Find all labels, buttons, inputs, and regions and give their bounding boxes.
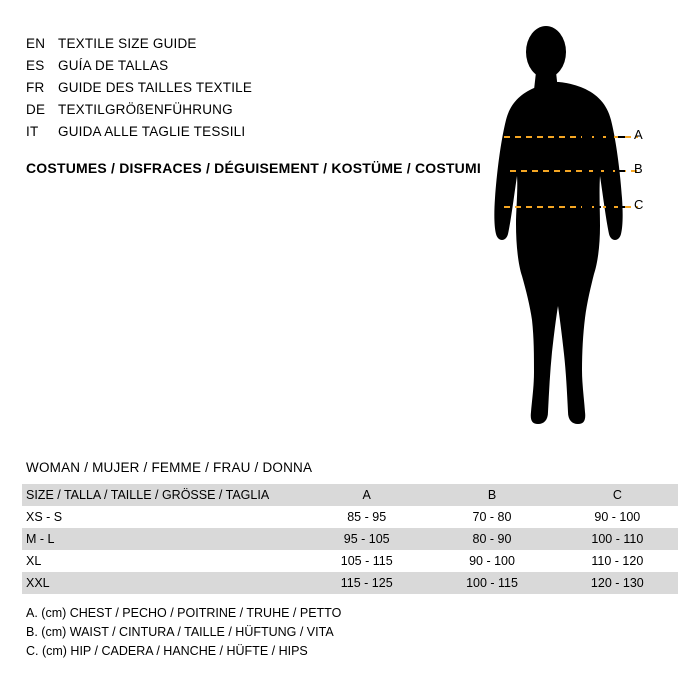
cell-size: M - L bbox=[22, 528, 302, 550]
language-row-fr bbox=[26, 80, 456, 102]
language-text-en: TEXTILE SIZE GUIDE bbox=[58, 36, 197, 51]
legend-line-c: C. (cm) HIP / CADERA / HANCHE / HÜFTE / HIPS bbox=[26, 644, 308, 658]
cell-size: XXL bbox=[22, 572, 302, 594]
table-header-c: C bbox=[553, 484, 678, 506]
costumes-headline: COSTUMES / DISFRACES / DÉGUISEMENT / KOSTÜME / COSTUMI bbox=[26, 160, 481, 176]
language-code-fr: FR bbox=[26, 80, 45, 95]
table-header-a: A bbox=[302, 484, 427, 506]
language-code-de: DE bbox=[26, 102, 46, 117]
language-text-it: GUIDA ALLE TAGLIE TESSILI bbox=[58, 124, 246, 139]
size-table bbox=[22, 484, 678, 594]
table-row bbox=[22, 528, 678, 550]
cell-c: 100 - 110 bbox=[553, 528, 678, 550]
cell-a: 85 - 95 bbox=[302, 506, 427, 528]
language-row-de bbox=[26, 102, 456, 124]
cell-b: 70 - 80 bbox=[427, 506, 552, 528]
cell-size: XS - S bbox=[22, 506, 302, 528]
cell-a: 105 - 115 bbox=[302, 550, 427, 572]
language-text-es: GUÍA DE TALLAS bbox=[58, 58, 169, 73]
measurement-letter-a: A bbox=[634, 127, 643, 142]
table-header-row bbox=[22, 484, 678, 506]
language-row-it bbox=[26, 124, 456, 146]
language-row-en bbox=[26, 36, 456, 58]
cell-b: 90 - 100 bbox=[427, 550, 552, 572]
language-code-en: EN bbox=[26, 36, 46, 51]
table-row bbox=[22, 550, 678, 572]
table-row bbox=[22, 572, 678, 594]
legend-line-b: B. (cm) WAIST / CINTURA / TAILLE / HÜFTUNG / VITA bbox=[26, 625, 334, 639]
table-row bbox=[22, 506, 678, 528]
measurement-letter-b: B bbox=[634, 161, 643, 176]
language-row-es bbox=[26, 58, 456, 80]
cell-c: 110 - 120 bbox=[553, 550, 678, 572]
cell-a: 95 - 105 bbox=[302, 528, 427, 550]
language-text-fr: GUIDE DES TAILLES TEXTILE bbox=[58, 80, 253, 95]
cell-a: 115 - 125 bbox=[302, 572, 427, 594]
language-code-it: IT bbox=[26, 124, 39, 139]
female-silhouette-icon bbox=[470, 20, 680, 440]
table-group-title: WOMAN / MUJER / FEMME / FRAU / DONNA bbox=[26, 460, 313, 475]
cell-c: 90 - 100 bbox=[553, 506, 678, 528]
cell-b: 80 - 90 bbox=[427, 528, 552, 550]
language-list bbox=[26, 36, 456, 146]
measurement-legend bbox=[26, 604, 341, 661]
language-code-es: ES bbox=[26, 58, 45, 73]
cell-b: 100 - 115 bbox=[427, 572, 552, 594]
cell-size: XL bbox=[22, 550, 302, 572]
measurement-letter-c: C bbox=[634, 197, 644, 212]
table-header-size: SIZE / TALLA / TAILLE / GRÖSSE / TAGLIA bbox=[22, 484, 302, 506]
table-header-b: B bbox=[427, 484, 552, 506]
legend-line-a: A. (cm) CHEST / PECHO / POITRINE / TRUHE / PETTO bbox=[26, 606, 342, 620]
body-figure bbox=[470, 20, 680, 440]
language-text-de: TEXTILGRÖßENFÜHRUNG bbox=[58, 102, 233, 117]
cell-c: 120 - 130 bbox=[553, 572, 678, 594]
